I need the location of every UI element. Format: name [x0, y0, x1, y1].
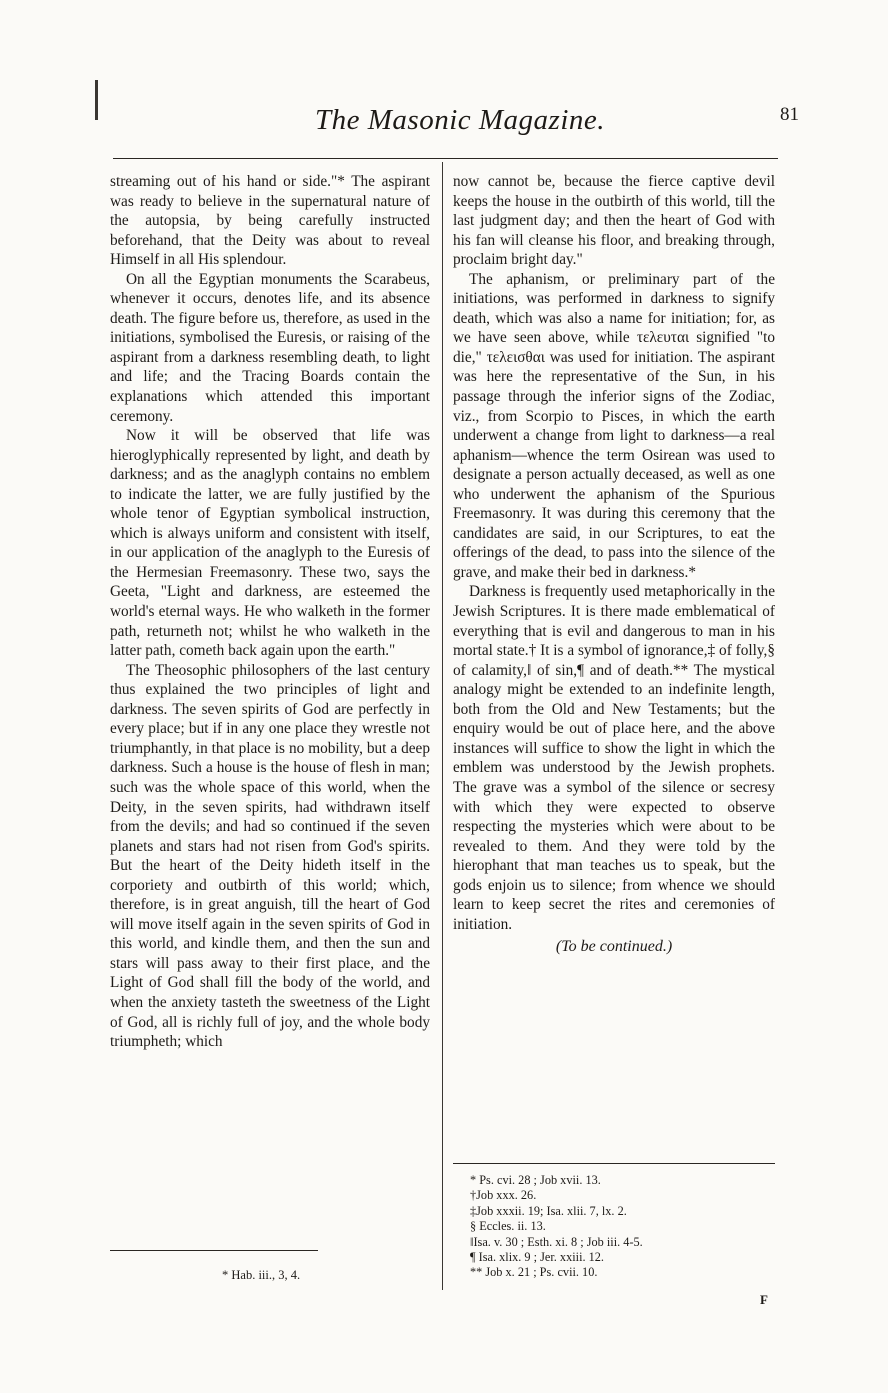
footnote: ¶ Isa. xlix. 9 ; Jer. xxiii. 12.	[470, 1250, 604, 1265]
signature-mark: F	[760, 1292, 768, 1307]
page-number: 81	[780, 104, 799, 125]
paragraph: On all the Egyptian monuments the Scarabeus, whenever it occurs, denotes life, and its absence death. The figure before us, therefore, as used in the initiations, symbolised the Euresis, or raising of the aspirant from a darkness resembling death, to light and life; and the Tracing Boards contain the explanations which attended this important ceremony.	[110, 270, 430, 425]
right-column	[453, 172, 775, 958]
footnote: ‡Job xxxii. 19; Isa. xlii. 7, lx. 2.	[470, 1203, 627, 1218]
footnote: * Ps. cvi. 28 ; Job xvii. 13.	[470, 1173, 601, 1187]
footnote: †Job xxx. 26.	[470, 1188, 537, 1203]
continued-note: (To be continued.)	[555, 938, 673, 956]
footnote-rule	[110, 1250, 318, 1251]
paragraph: Now it will be observed that life was hieroglyphically represented by light, and death by darkness; and as the anaglyph contains no emblem to indicate the latter, we are fully justified by the whole tenor of Egyptian symbolical instruction, which is always uniform and consistent with itself, in our application of the anaglyph to the Euresis of the Hermesian Freemasonry. These two, says the Geeta, "Light and darkness, are esteemed the world's eternal ways. He who walketh in the former path, returneth not; whilst he who walketh in the latter path, cometh back again upon the earth."	[110, 427, 430, 660]
footnote: § Eccles. ii. 13.	[470, 1219, 546, 1234]
paragraph: streaming out of his hand or side."* The aspirant was ready to believe in the supernatural nature of the autopsia, by being carefully instructed beforehand, that the Deity was about to reveal Himself in all His splendour.	[110, 173, 430, 269]
paragraph: The aphanism, or preliminary part of the initiations, was performed in darkness to signify death, which was also a name for initiation; for, as we have seen above, while τελευται signified "to die," τελεισθαι was used for initiation. The aspirant was here the representative of the Sun, in his passage through the inferior signs of the Zodiac, viz., from Scorpio to Pisces, in which the earth underwent a change from light to darkness—a real aphanism—whence the term Osirean was used to designate a person actually deceased, as well as one who underwent the aphanism of the Spurious Freemasonry. It was during this ceremony that the candidates are said, in our Scriptures, to eat the offerings of the dead, to pass into the silence of the grave, and make their bed in darkness.*	[453, 270, 775, 581]
footnotes	[470, 1173, 770, 1281]
header-rule	[113, 158, 778, 159]
left-column	[110, 172, 430, 1052]
paragraph: The Theosophic philosophers of the last century thus explained the two principles of light and darkness. The seven spirits of God are perfectly in every place; but if in any one place they wrestle not triumphantly, in that place is no mobility, but a deep darkness. Such a house is the house of flesh in man; such was the whole space of this world, when the Deity, in the seven spirits, had withdrawn itself from the devils; and had so continued if the seven planets and stars had not risen from God's spirits. But the heart of the Deity hideth itself in the corporiety and outbirth of this world; which, therefore, is in great anguish, till the heart of God will move itself again in the seven spirits of God in this world, and kindle them, and then the sun and stars will pass away to their first place, and the Light of God shall fill the body of the world, and when the anxiety tasteth the sweetness of the Light of God, all is richly full of joy, and the whole body triumpheth; which	[110, 661, 430, 1051]
journal-title: The Masonic Magazine.	[315, 104, 605, 136]
footnote: ** Job x. 21 ; Ps. cvii. 10.	[470, 1265, 598, 1280]
column-divider	[442, 162, 443, 1290]
paragraph: now cannot be, because the fierce captive devil keeps the house in the outbirth of this world, till the last judgment day; and then the heart of God with his fan will cleanse his floor, and breaking through, proclaim bright day."	[453, 173, 775, 269]
paragraph: Darkness is frequently used metaphorically in the Jewish Scriptures. It is there made emblematical of everything that is evil and dangerous to man in his mortal state.† It is a symbol of ignorance,‡ of folly,§ of calamity,‖ of sin,¶ and of death.** The mystical analogy might be extended to an indefinite length, both from the Old and New Testaments; but the enquiry would be out of place here, and the above instances will suffice to show the light in which the emblem was understood by the Jewish prophets. The grave was a symbol of the silence or secresy with which they were expected to observe respecting the mysteries which were about to be revealed to them. And they were told by the hierophant that man teaches us to speak, but the gods enjoin us to silence; from whence we should learn to keep secret the rites and ceremonies of initiation.	[453, 583, 775, 933]
running-head	[0, 100, 888, 140]
footnote-rule	[453, 1163, 775, 1164]
footnote: * Hab. iii., 3, 4.	[222, 1268, 301, 1282]
footnote: ‖Isa. v. 30 ; Esth. xi. 8 ; Job iii. 4-5.	[470, 1234, 643, 1249]
